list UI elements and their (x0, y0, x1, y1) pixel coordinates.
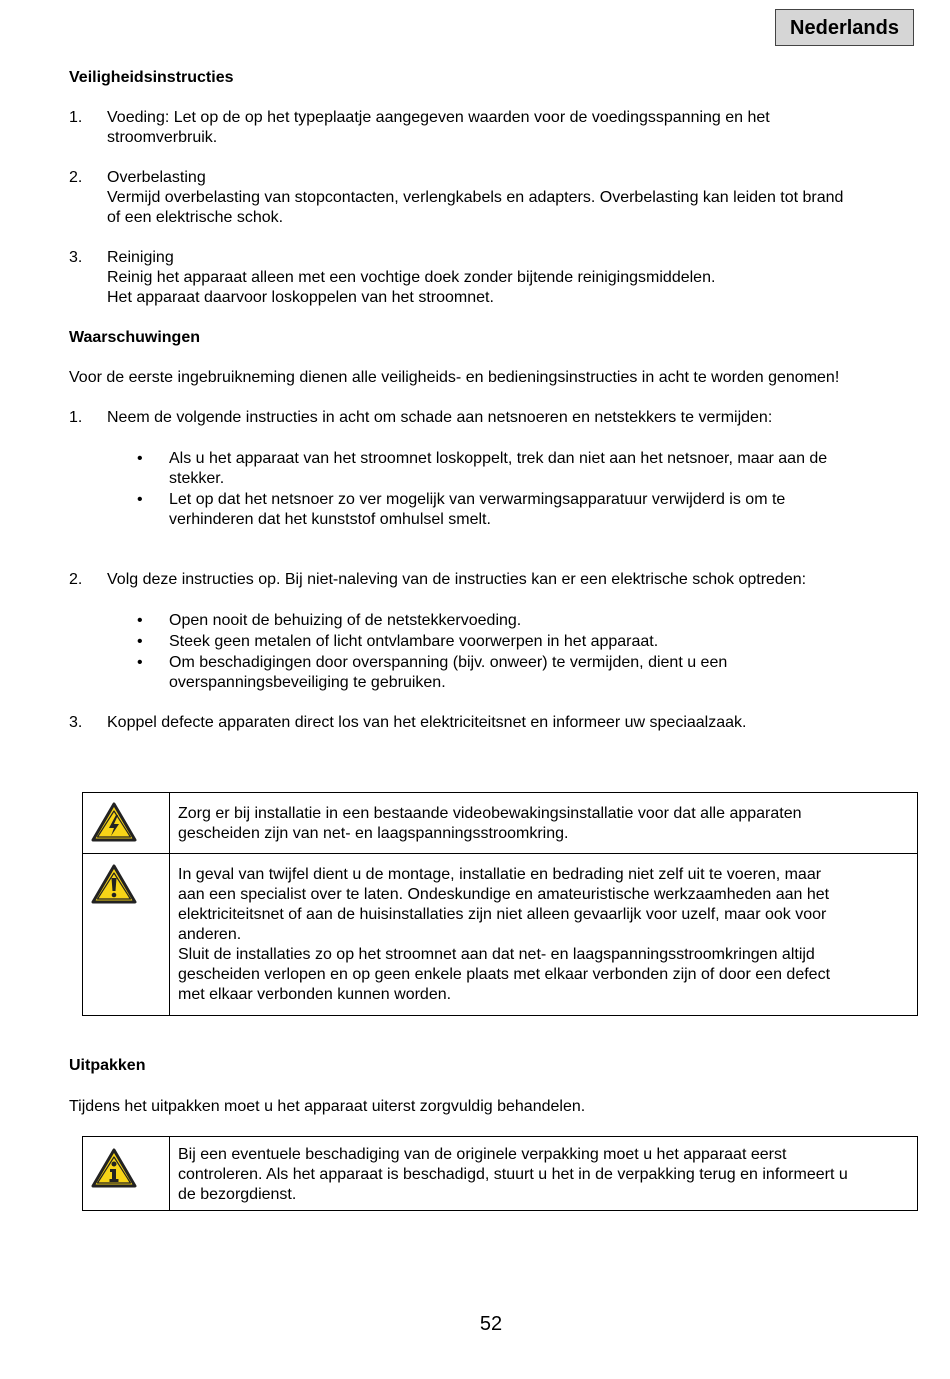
list-item: Open nooit de behuizing of de netstekkervoeding. (169, 612, 522, 629)
bullet-dot: • (137, 450, 143, 467)
page-number: 52 (479, 1313, 503, 1335)
info-warning-icon (91, 1148, 137, 1188)
warnings-intro: Voor de eerste ingebruikneming dienen alle veiligheids- en bedieningsinstructies in acht te worden genomen! (69, 369, 840, 386)
bullet-dot: • (137, 633, 143, 650)
notice-text: In geval van twijfel dient u de montage, installatie en bedrading niet zelf uit te voeren, maar aan een specialist over te laten. Ondeskundige en amateuristische werkzaamheden aan het elektriciteitsnet of aan de huisinstallaties zijn niet alleen gevaarlijk voor uzelf, maar ook voor anderen. Sluit de installaties zo op het stroomnet aan dat net- en laagspanningsstroomkringen altijd gescheiden verlopen en op geen enkele plaats met elkaar verbonden zijn of door een defect met elkaar verbonden kunnen worden. (178, 866, 831, 1003)
notice-table (82, 792, 918, 1016)
safety-item-3-number: 3. (69, 249, 83, 266)
warnings-item-1-text: Neem de volgende instructies in acht om schade aan netsnoeren en netstekkers te vermijden: (107, 409, 773, 426)
notice-text: Zorg er bij installatie in een bestaande videobewakingsinstallatie voor dat alle apparaten gescheiden zijn van net- en laagspanningsstroomkring. (178, 805, 802, 842)
safety-item-2-text: Overbelasting Vermijd overbelasting van stopcontacten, verlengkabels en adapters. Overbelasting kan leiden tot brand of een elektrische schok. (107, 169, 844, 226)
safety-heading: Veiligheidsinstructies (69, 69, 234, 86)
bullet-dot: • (137, 612, 143, 629)
table-row (83, 854, 917, 1016)
notice-text: Bij een eventuele beschadiging van de originele verpakking moet u het apparaat eerst controleren. Als het apparaat is beschadigd, stuurt u het in de verpakking terug en informeert u de bezorgdienst. (178, 1146, 848, 1203)
safety-item-2-number: 2. (69, 169, 83, 186)
list-item: Steek geen metalen of licht ontvlambare voorwerpen in het apparaat. (169, 633, 659, 650)
exclamation-warning-icon (91, 864, 137, 904)
bullet-dot: • (137, 654, 143, 671)
safety-item-3-text: Reiniging Reinig het apparaat alleen met een vochtige doek zonder bijtende reinigingsmiddelen. Het apparaat daarvoor loskoppelen van het stroomnet. (107, 249, 716, 306)
safety-item-1-number: 1. (69, 109, 83, 126)
warnings-item-3-text: Koppel defecte apparaten direct los van het elektriciteitsnet en informeer uw speciaalzaak. (107, 714, 747, 731)
unpacking-notice (82, 1136, 918, 1211)
warnings-item-2-text: Volg deze instructies op. Bij niet-naleving van de instructies kan er een elektrische schok optreden: (107, 571, 807, 588)
warnings-item-3-number: 3. (69, 714, 83, 731)
table-row (83, 793, 917, 854)
unpacking-heading: Uitpakken (69, 1057, 146, 1074)
warnings-heading: Waarschuwingen (69, 329, 200, 346)
list-item: Om beschadigingen door overspanning (bijv. onweer) te vermijden, dient u een overspanningsbeveiliging te gebruiken. (169, 654, 728, 691)
warnings-item-1-number: 1. (69, 409, 83, 426)
warnings-item-2-number: 2. (69, 571, 83, 588)
safety-item-1-text: Voeding: Let op de op het typeplaatje aangegeven waarden voor de voedingsspanning en het stroomverbruik. (107, 109, 770, 146)
high-voltage-warning-icon (91, 802, 137, 842)
unpacking-text: Tijdens het uitpakken moet u het apparaat uiterst zorgvuldig behandelen. (69, 1098, 586, 1115)
list-item: Let op dat het netsnoer zo ver mogelijk van verwarmingsapparatuur verwijderd is om te verhinderen dat het kunststof omhulsel smelt. (169, 491, 786, 528)
language-badge: Nederlands (775, 9, 914, 46)
list-item: Als u het apparaat van het stroomnet loskoppelt, trek dan niet aan het netsnoer, maar aan de stekker. (169, 450, 828, 487)
bullet-dot: • (137, 491, 143, 508)
